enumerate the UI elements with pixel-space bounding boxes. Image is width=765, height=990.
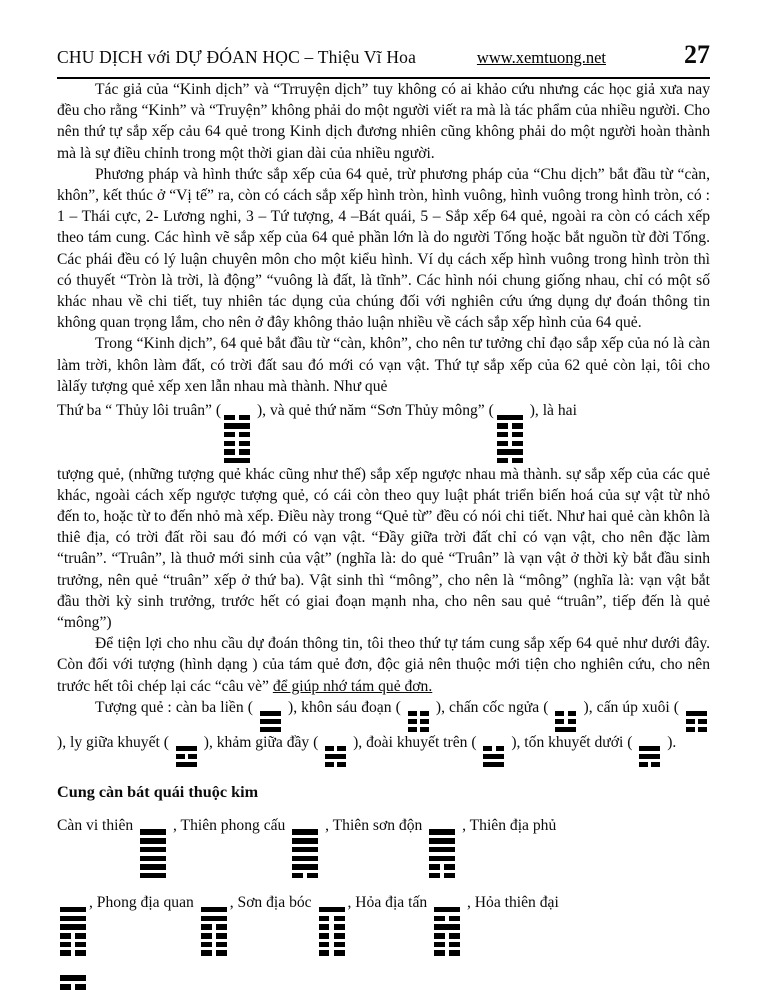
hexagram-hoa-dia-tan-icon <box>434 907 460 956</box>
yang-line <box>140 838 166 844</box>
yin-line <box>201 950 227 956</box>
hexagram-son-thuy-mong-icon <box>497 415 523 464</box>
yin-line <box>201 933 227 939</box>
text-run: , Hỏa địa tấn <box>347 894 432 912</box>
yin-line <box>483 746 504 751</box>
text-run: ), khôn sáu đoạn ( <box>283 698 405 716</box>
yang-line <box>292 856 318 862</box>
yang-line <box>434 924 460 930</box>
text-run: ), tốn khuyết dưới ( <box>507 733 637 751</box>
yang-line <box>483 762 504 767</box>
yang-line <box>686 711 707 716</box>
trigram-chan-icon <box>555 711 576 732</box>
yang-line <box>60 924 86 930</box>
yin-line <box>408 719 429 724</box>
yang-line <box>639 746 660 751</box>
yin-line <box>325 746 346 751</box>
yin-line <box>497 423 523 429</box>
yang-line <box>60 975 86 981</box>
hexagram-thien-son-don-icon <box>429 829 455 878</box>
yin-line <box>292 873 318 879</box>
yang-line <box>176 762 197 767</box>
text-run: để giúp nhớ tám quẻ đơn. <box>272 677 433 695</box>
yang-line <box>292 838 318 844</box>
yang-line <box>292 829 318 835</box>
text-run: Để tiện lợi cho nhu cầu dự đoán thông tin, tôi theo thứ tự tám cung sắp xếp 64 quẻ như dưới đây. Còn đối với tượng (hình dạng ) của tám quẻ đơn, độc giả nên thuộc mới tiện cho nghiên cứu, cho nên trước hết tôi chép lại các “câu vè” <box>57 635 710 695</box>
page-header <box>57 42 710 79</box>
yang-line <box>497 449 523 455</box>
yin-line <box>319 950 345 956</box>
yin-line <box>686 719 707 724</box>
text-run: ), khảm giữa đầy ( <box>199 733 323 751</box>
text-run: Tượng quẻ : càn ba liền ( <box>95 698 257 716</box>
trigram-can-icon <box>260 711 281 732</box>
hexagram-thien-dia-phu-icon <box>60 907 86 956</box>
yin-line <box>60 950 86 956</box>
hexagram-thuy-loi-truan-icon <box>224 415 250 464</box>
text-run: Thứ ba “ Thủy lôi truân” ( <box>57 402 222 420</box>
yin-line <box>408 727 429 732</box>
yin-line <box>201 924 227 930</box>
yin-line <box>319 916 345 922</box>
yin-line <box>497 432 523 438</box>
yin-line <box>434 933 460 939</box>
text-run: , Thiên địa phủ <box>458 816 557 834</box>
yang-line <box>429 847 455 853</box>
section-heading: Cung càn bát quái thuộc kim <box>57 782 259 801</box>
text-run: , Hỏa thiên đại <box>463 894 559 912</box>
yang-line <box>260 711 281 716</box>
hexagram-thien-phong-cau-icon <box>292 829 318 878</box>
hexagram-sentence <box>57 400 710 464</box>
yang-line <box>140 829 166 835</box>
yin-line <box>60 942 86 948</box>
book-title: CHU DỊCH với DỰ ĐÓAN HỌC – Thiệu Vĩ Hoa <box>57 47 417 67</box>
trigram-ly-icon <box>176 746 197 767</box>
hexagram-can-vi-thien-icon <box>140 829 166 878</box>
yang-line <box>140 847 166 853</box>
paragraph-kinh-dich-order: Trong “Kinh dịch”, 64 quẻ bắt đầu từ “càn, khôn”, cho nên tư tưởng chỉ đạo sắp xếp của nó là càn làm trời, khôn làm đất, có trời đất sau đó mới có vạn vật. Thứ tự sắp xếp của 62 quẻ còn lại, tôi cho làlấy tượng quẻ xếp xen lẫn nhau mà thành. Như quẻ <box>57 335 710 395</box>
yin-line <box>686 727 707 732</box>
yin-line <box>319 942 345 948</box>
yin-line <box>319 933 345 939</box>
yang-line <box>224 423 250 429</box>
text-run: ), và quẻ thứ năm “Sơn Thủy mông” ( <box>253 402 494 420</box>
yang-line <box>60 916 86 922</box>
page-body <box>57 79 710 990</box>
yang-line <box>292 864 318 870</box>
yin-line <box>429 864 455 870</box>
yang-line <box>292 847 318 853</box>
trigram-sentence <box>57 697 710 767</box>
yin-line <box>60 933 86 939</box>
yin-line <box>639 762 660 767</box>
yang-line <box>429 838 455 844</box>
hexagram-row-2 <box>57 892 710 956</box>
paragraph-de-tien-loi <box>57 633 710 697</box>
hexagram-row-3 <box>57 961 710 990</box>
yin-line <box>434 916 460 922</box>
yin-line <box>60 984 86 990</box>
yang-line <box>555 727 576 732</box>
trigram-khon-icon <box>408 711 429 732</box>
yang-line <box>434 907 460 913</box>
yin-line <box>497 441 523 447</box>
yin-line <box>434 942 460 948</box>
hexagram-phong-dia-quan-icon <box>201 907 227 956</box>
yin-line <box>176 754 197 759</box>
yin-line <box>497 458 523 464</box>
page-number: 27 <box>684 40 710 69</box>
paragraph-arrangement-methods: Phương pháp và hình thức sắp xếp của 64 quẻ, trừ phương pháp của “Chu dịch” bắt đầu từ “càn, khôn”, kết thúc ở “Vị tế” ra, còn có cách sắp xếp hình tròn, hình vuông, hình vuông trong hình tròn, có : 1 – Thái cực, 2- Lương nghi, 3 – Tứ tượng, 4 –Bát quái, 5 – Sắp xếp 64 quẻ, ngoài ra còn có cách xếp theo tám cung. Các hình vẽ sắp xếp của 64 quẻ phần lớn là do người Tống hoặc bắt nguồn từ đời Tống. Các phái đều có lý luận chuyên môn cho một kiểu hình. Ví dụ cách xếp hình vuông trong hình tròn thì có thuyết “Tròn là trời, là động” “vuông là đất, là tĩnh”. Các hình nói chung giống nhau, chỉ có một số khác nhau về chi tiết, tuy nhiên tác dụng của chúng đối với nghiên cứu ứng dụng dự đoán thông tin không quan trọng lắm, cho nên ở đây không thảo luận nhiều về cách sắp xếp hình của 64 quẻ. <box>57 165 710 332</box>
text-run: ), là hai <box>525 402 577 420</box>
text-run: , Thiên phong cấu <box>169 816 290 834</box>
hexagram-row-1 <box>57 815 710 879</box>
yang-line <box>319 907 345 913</box>
text-run: ), chấn cốc ngửa ( <box>431 698 553 716</box>
hexagram-hoa-thien-dai-huu-icon <box>60 975 86 990</box>
yang-line <box>176 746 197 751</box>
yin-line <box>224 432 250 438</box>
yang-line <box>140 856 166 862</box>
yang-line <box>260 719 281 724</box>
yang-line <box>140 864 166 870</box>
yang-line <box>483 754 504 759</box>
yin-line <box>201 942 227 948</box>
yang-line <box>224 458 250 464</box>
text-run: ), cấn úp xuôi ( <box>579 698 683 716</box>
yin-line <box>429 873 455 879</box>
yang-line <box>429 829 455 835</box>
yang-line <box>429 856 455 862</box>
trigram-ton-icon <box>639 746 660 767</box>
website-link[interactable]: www.xemtuong.net <box>476 48 606 67</box>
text-run: , Phong địa quan <box>89 894 198 912</box>
yang-line <box>639 754 660 759</box>
yang-line <box>497 415 523 421</box>
yin-line <box>224 441 250 447</box>
yin-line <box>319 924 345 930</box>
text-run: , Sơn địa bóc <box>229 894 316 912</box>
yin-line <box>555 711 576 716</box>
yang-line <box>201 916 227 922</box>
yin-line <box>224 415 250 421</box>
yang-line <box>260 727 281 732</box>
paragraph-authorship: Tác giả của “Kinh dịch” và “Trruyện dịch” tuy không có ai khảo cứu nhưng các học giả xưa nay đều cho rằng “Kinh” và “Truyện” không phải do một người viết ra mà là tác phẩm của nhiều người. Cho nên thứ tự sắp xếp cảu 64 quẻ trong Kinh dịch đương nhiên cũng không phải do một người hoàn thành mà là sự điều chỉnh trong một thời gian dài của nhiều người. <box>57 81 710 162</box>
yang-line <box>201 907 227 913</box>
yang-line <box>325 754 346 759</box>
yang-line <box>140 873 166 879</box>
text-run: , Thiên sơn độn <box>321 816 427 834</box>
trigram-kham-icon <box>325 746 346 767</box>
hexagram-son-dia-boc-icon <box>319 907 345 956</box>
text-run: ). <box>663 733 677 751</box>
paragraph-tuong-que: tượng quẻ, (những tượng quẻ khác cũng như thế) sắp xếp ngược nhau mà thành. sự sắp xếp của các quẻ khác, ngoài cách xếp ngược tượng quẻ, có cái còn theo quy luật phát triển biến hoá của sự vật từ nhỏ đến to, hoặc từ to đến nhỏ mà xếp. Điều này trong “Quẻ từ” đều có nói chi tiết. Như hai quẻ càn khôn là thiê địa, có trời đất rồi sau đó mới có vạn vật. “Đầy giữa trời đất chỉ có vạn vật, cho nên đặc làm “truân”. “Truân”, là thuở mới sinh của vật” (nghĩa là: do quẻ “Truân” là vạn vật ở thời kỳ bắt đầu sinh trưởng, nên quẻ “truân” xếp ở thứ ba). Vật sinh thì “mông”, cho nên là “mông” (nghĩa là: vạn vật bắt đầu thời kỳ sinh trưởng, trước hết có giai đoạn mạnh nha, cho nên sau quẻ “truân”, tiếp đến là quẻ “mông”) <box>57 465 710 631</box>
text-run: Càn vi thiên <box>57 816 138 834</box>
text-run: ), ly giữa khuyết ( <box>57 733 173 751</box>
trigram-doai-icon <box>483 746 504 767</box>
yang-line <box>60 907 86 913</box>
yin-line <box>434 950 460 956</box>
yin-line <box>408 711 429 716</box>
trigram-can-gen-icon <box>686 711 707 732</box>
yin-line <box>555 719 576 724</box>
text-run: ), đoài khuyết trên ( <box>349 733 481 751</box>
yin-line <box>325 762 346 767</box>
yin-line <box>224 449 250 455</box>
